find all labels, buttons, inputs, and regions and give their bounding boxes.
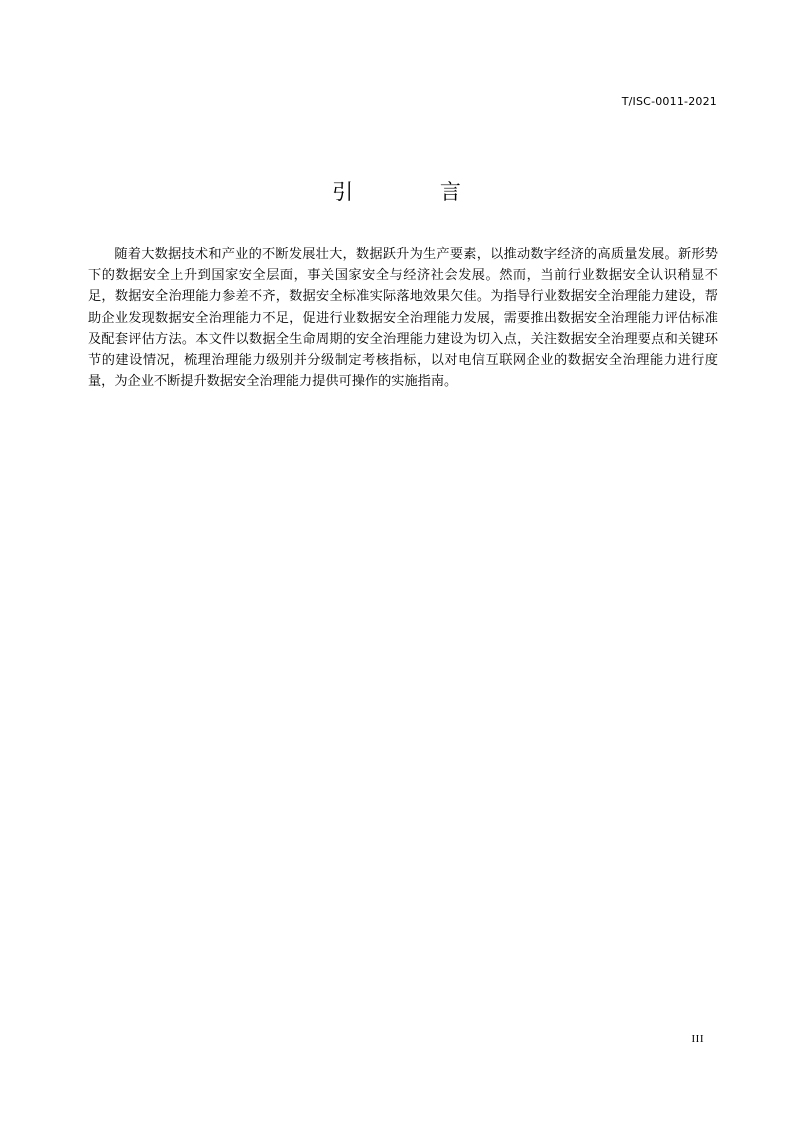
introduction-paragraph: 随着大数据技术和产业的不断发展壮大，数据跃升为生产要素，以推动数字经济的高质量发展。新形势下的数据安全上升到国家安全层面，事关国家安全与经济社会发展。然而，当前行业数据安全认识稍显不足，数据安全治理能力参差不齐，数据安全标准实际落地效果欠佳。为指导行业数据安全治理能力建设，帮助企业发现数据安全治理能力不足，促进行业数据安全治理能力发展，需要推出数据安全治理能力评估标准及配套评估方法。本文件以数据全生命周期的安全治理能力建设为切入点，关注数据安全治理要点和关键环节的建设情况，梳理治理能力级别并分级制定考核指标，以对电信互联网企业的数据安全治理能力进行度量，为企业不断提升数据安全治理能力提供可操作的实施指南。 (88, 247, 718, 390)
document-code: T/ISC-0011-2021 (621, 95, 717, 108)
section-title: 引 言 (332, 180, 501, 204)
page-number: III (691, 1033, 704, 1045)
